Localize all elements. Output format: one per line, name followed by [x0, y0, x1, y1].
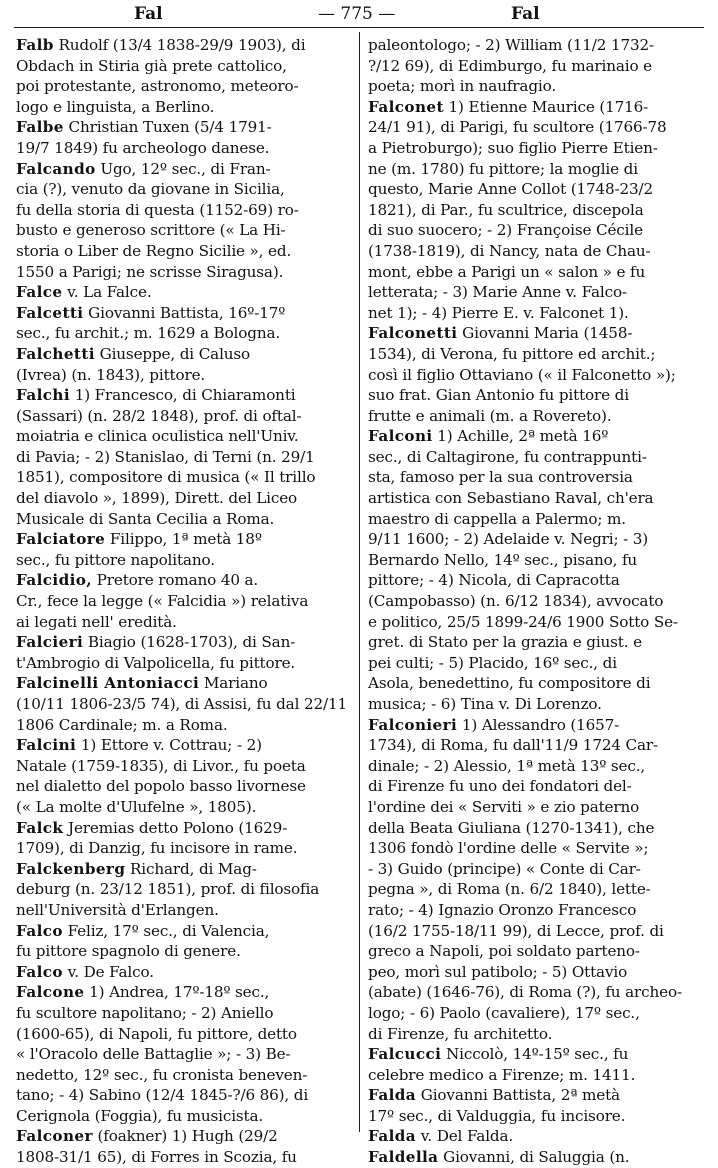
dictionary-entry: [16, 673, 354, 735]
entry-text: Feliz, 17º sec., di Valencia, fu pittore spagnolo di genere.: [16, 921, 270, 961]
entry-headword: Falconi: [368, 427, 433, 446]
dictionary-entry: [16, 859, 354, 921]
dictionary-entry: [16, 962, 354, 983]
entry-headword: Falcucci: [368, 1045, 442, 1064]
entry-headword: Falck: [16, 818, 64, 837]
entry-text: v. De Falco.: [62, 962, 154, 981]
entry-text: 1) Ettore v. Cottrau; - 2) Natale (1759-1835), di Livor., fu poeta nel dialetto del popolo basso livornese (« La molte d'Ulufelne », 1805).: [16, 736, 306, 816]
entry-headword: Falckenberg: [16, 859, 126, 878]
entry-text: 1) Etienne Maurice (1716- 24/1 91), di Parigi, fu scultore (1766-78 a Pietroburgo); suo figlio Pierre Etien- ne (m. 1780) fu pittore; la moglie di questo, Marie Anne Collot (1748-23/2 1821), di Par., fu scultrice, discepola di suo suocero; - 2) Françoise Cécile (1738-1819), di Nancy, nata de Chau- mont, ebbe a Parigi un « salon » e fu letterata; - 3) Marie Anne v. Falco- net 1); - 4) Pierre E. v. Falconet 1).: [368, 97, 667, 322]
entry-text: paleontologo; - 2) William (11/2 1732- ?/12 69), di Edimburgo, fu marinaio e poeta; morì in naufragio.: [368, 36, 654, 96]
entry-headword: Falcidio,: [16, 571, 92, 590]
entry-headword: Faldella: [368, 1148, 439, 1167]
dictionary-entry: [16, 921, 354, 962]
entry-headword: Falco: [16, 921, 63, 940]
entry-headword: Falcinelli Antoniacci: [16, 674, 200, 693]
dictionary-entry: [368, 1147, 706, 1168]
entry-headword: Falda: [368, 1127, 417, 1146]
entry-text: Pretore romano 40 a. Cr., fece la legge (« Falcidia ») relativa ai legati nell' eredità.: [16, 571, 309, 631]
entry-headword: Falcini: [16, 736, 77, 755]
entry-text: Giovanni Battista, 16º-17º sec., fu archit.; m. 1629 a Bologna.: [16, 303, 286, 343]
dictionary-entry: [16, 529, 354, 570]
dictionary-entry: [16, 35, 354, 117]
entry-text: Rudolf (13/4 1838-29/9 1903), di Obdach in Stiria già prete cattolico, poi protestante, astronomo, meteoro- logo e linguista, a Berlino.: [16, 36, 306, 116]
entry-headword: Falcieri: [16, 633, 84, 652]
dictionary-entry: [16, 117, 354, 158]
entry-headword: Falconieri: [368, 715, 458, 734]
entry-text: 1) Francesco, di Chiaramonti (Sassari) (n. 28/2 1848), prof. di oftal- moiatria e clinica oculistica nell'Univ. di Pavia; - 2) Stanislao, di Terni (n. 29/1 1851), compositore di musica (« Il trillo del diavolo », 1899), Dirett. del Liceo Musicale di Santa Cecilia a Roma.: [16, 386, 316, 528]
column-divider: [359, 32, 360, 1132]
entry-text: 1) Andrea, 17º-18º sec., fu scultore napolitano; - 2) Aniello (1600-65), di Napoli, fu pittore, detto « l'Oracolo delle Battaglie »; - 3) Be- nedetto, 12º sec., fu cronista beneven- tano; - 4) Sabino (12/4 1845-?/6 86), di Cerignola (Foggia), fu musicista.: [16, 983, 309, 1125]
header-rule: [14, 27, 704, 28]
dictionary-entry: [16, 735, 354, 817]
dictionary-entry: [368, 715, 706, 1045]
dictionary-entry: [368, 323, 706, 426]
entry-text: Mariano (10/11 1806-23/5 74), di Assisi, fu dal 22/11 1806 Cardinale; m. a Roma.: [16, 674, 347, 734]
dictionary-entry: [16, 344, 354, 385]
dictionary-entry: [16, 632, 354, 673]
dictionary-entry-continued: [368, 35, 706, 97]
entry-text: 1) Alessandro (1657- 1734), di Roma, fu dall'11/9 1724 Car- dinale; - 2) Alessio, 1ª metà 13º sec., di Firenze fu uno dei fondatori del- l'ordine dei « Serviti » e zio paterno della Beata Giuliana (1270-1341), che 1306 fondò l'ordine delle « Servite »; - 3) Guido (principe) « Conte di Car- pegna », di Roma (n. 6/2 1840), lette- rato; - 4) Ignazio Oronzo Francesco (16/2 1755-18/11 99), di Lecce, prof. di greco a Napoli, poi soldato parteno- peo, morì sul patibolo; - 5) Ottavio (abate) (1646-76), di Roma (?), fu archeo- logo; - 6) Paolo (cavaliere), 17º sec., di Firenze, fu architetto.: [368, 715, 682, 1043]
entry-headword: Falce: [16, 283, 63, 302]
entry-headword: Falda: [368, 1086, 417, 1105]
entry-text: 1) Achille, 2ª metà 16º sec., di Caltagirone, fu contrappunti- sta, famoso per la sua controversia artistica con Sebastiano Raval, ch'era maestro di cappella a Palermo; m. 9/11 1600; - 2) Adelaide v. Negri; - 3) Bernardo Nello, 14º sec., pisano, fu pittore; - 4) Nicola, di Capracotta (Campobasso) (n. 6/12 1834), avvocato e politico, 25/5 1899-24/6 1900 Sotto Se- gret. di Stato per la grazia e giust. e pei culti; - 5) Placido, 16º sec., di Asola, benedettino, fu compositore di musica; - 6) Tina v. Di Lorenzo.: [368, 427, 678, 713]
dictionary-entry: [368, 97, 706, 324]
entry-text: Ugo, 12º sec., di Fran- cia (?), venuto da giovane in Sicilia, fu della storia di questa (1152-69) ro- busto e generoso scrittore (« La Hi- storia o Liber de Regno Sicilie », ed. 1550 a Parigi; ne scrisse Siragusa).: [16, 159, 299, 281]
dictionary-entry: [16, 282, 354, 303]
entry-text: v. La Falce.: [62, 283, 152, 302]
entry-headword: Falchetti: [16, 344, 95, 363]
entry-text: Giovanni Battista, 2ª metà 17º sec., di Valduggia, fu incisore.: [368, 1086, 626, 1125]
entry-text: Richard, di Mag- deburg (n. 23/12 1851), prof. di filosofia nell'Università d'Erlangen.: [16, 859, 320, 919]
dictionary-entry: [368, 1044, 706, 1085]
entry-headword: Falchi: [16, 386, 71, 405]
right-column: [368, 35, 706, 1168]
entry-text: Filippo, 1ª metà 18º sec., fu pittore napolitano.: [16, 530, 262, 569]
dictionary-entry: [16, 570, 354, 632]
dictionary-entry: [16, 159, 354, 283]
entry-headword: Falconet: [368, 97, 444, 116]
entry-text: Giovanni, di Saluggia (n.: [438, 1148, 630, 1167]
entry-text: v. Del Falda.: [416, 1127, 514, 1146]
entry-headword: Falconer: [16, 1127, 93, 1146]
dictionary-entry: [368, 1126, 706, 1147]
entry-text: Biagio (1628-1703), di San- t'Ambrogio di Valpolicella, fu pittore.: [16, 633, 296, 672]
entry-text: Giovanni Maria (1458- 1534), di Verona, fu pittore ed archit.; così il figlio Ottaviano (« il Falconetto »); suo frat. Gian Antonio fu pittore di frutte e animali (m. a Rovereto).: [368, 324, 676, 425]
entry-text: Niccolò, 14º-15º sec., fu celebre medico a Firenze; m. 1411.: [368, 1045, 636, 1084]
entry-headword: Falciatore: [16, 530, 106, 549]
entry-headword: Falcetti: [16, 303, 84, 322]
dictionary-entry: [16, 982, 354, 1126]
header-left-running-head: Fal: [134, 4, 163, 24]
entry-text: (foakner) 1) Hugh (29/2 1808-31/1 65), di Forres in Scozia, fu: [16, 1127, 297, 1167]
entry-text: Giuseppe, di Caluso (Ivrea) (n. 1843), pittore.: [16, 344, 251, 384]
left-column: [16, 35, 354, 1168]
header-right-running-head: Fal: [511, 4, 540, 24]
dictionary-entry: [368, 426, 706, 714]
entry-headword: Falcone: [16, 983, 85, 1002]
dictionary-entry: [16, 385, 354, 529]
entry-headword: Falcando: [16, 159, 96, 178]
entry-text: Jeremias detto Polono (1629- 1709), di Danzig, fu incisore in rame.: [16, 818, 298, 858]
dictionary-entry: [368, 1085, 706, 1126]
page-header: [0, 0, 718, 28]
page-number: — 775 —: [318, 4, 396, 24]
entry-headword: Falbe: [16, 118, 64, 137]
dictionary-entry: [16, 303, 354, 344]
entry-headword: Falb: [16, 36, 54, 54]
entry-text: Christian Tuxen (5/4 1791- 19/7 1849) fu archeologo danese.: [16, 118, 272, 157]
dictionary-entry: [16, 818, 354, 859]
entry-headword: Falconetti: [368, 324, 458, 343]
entry-headword: Falco: [16, 962, 63, 981]
